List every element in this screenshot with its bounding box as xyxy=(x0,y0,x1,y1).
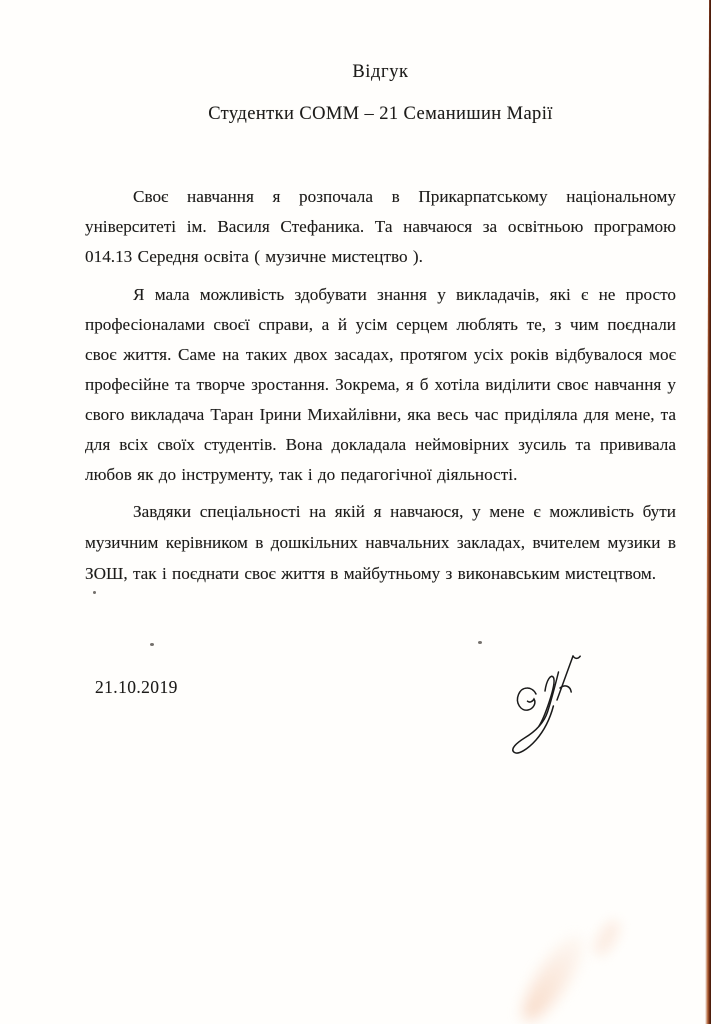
scan-smudge-artifact-small xyxy=(589,916,625,960)
paragraph-2-line-1: Я мала можливість здобувати знання у викладачів, які є не просто xyxy=(133,285,676,304)
paragraph-2-line-7: любов як до інструменту, так і до педагогічної діяльності. xyxy=(85,465,518,484)
paragraph-3-line-3: ЗОШ, так і поєднати своє життя в майбутньому з виконавським мистецтвом. xyxy=(85,564,657,583)
scan-speck-1 xyxy=(93,591,96,594)
paragraph-3 xyxy=(85,496,676,589)
scan-speck-2 xyxy=(150,643,154,646)
document-date: 21.10.2019 xyxy=(95,677,178,697)
signature-icon xyxy=(498,646,586,758)
paragraph-1-line-1: Своє навчання я розпочала в Прикарпатському національному xyxy=(133,187,676,206)
paragraph-3-line-1: Завдяки спеціальності на якій я навчаюся, у мене є можливість бути xyxy=(133,502,676,521)
scan-speck-3 xyxy=(478,641,482,644)
paragraph-1 xyxy=(85,182,676,272)
document-subtitle: Студентки СОММ – 21 Семанишин Марії xyxy=(208,104,553,124)
paragraph-2-line-6: для всіх своїх студентів. Вона докладала неймовірних зусиль та прививала xyxy=(85,435,676,454)
paragraph-2 xyxy=(85,280,676,490)
paragraph-1-line-2: університеті ім. Василя Стефаника. Та навчаюся за освітньою програмою xyxy=(85,217,676,236)
paragraph-3-line-2: музичним керівником в дошкільних навчальних закладах, вчителем музики в xyxy=(85,533,676,552)
paragraph-2-line-3: своє життя. Саме на таких двох засадах, протягом усіх років відбувалося моє xyxy=(85,345,676,364)
scan-edge-shadow xyxy=(705,0,711,1024)
paragraph-2-line-4: професійне та творче зростання. Зокрема, я б хотіла виділити своє навчання у xyxy=(85,375,676,394)
scan-smudge-artifact xyxy=(513,928,593,1024)
paragraph-2-line-2: професіоналами своєї справи, а й усім серцем люблять те, з чим поєднали xyxy=(85,315,676,334)
paragraph-1-line-3: 014.13 Середня освіта ( музичне мистецтво ). xyxy=(85,247,423,266)
paragraph-2-line-5: свого викладача Таран Ірини Михайлівни, яка весь час приділяла для мене, та xyxy=(85,405,676,424)
document-title: Відгук xyxy=(352,62,409,82)
